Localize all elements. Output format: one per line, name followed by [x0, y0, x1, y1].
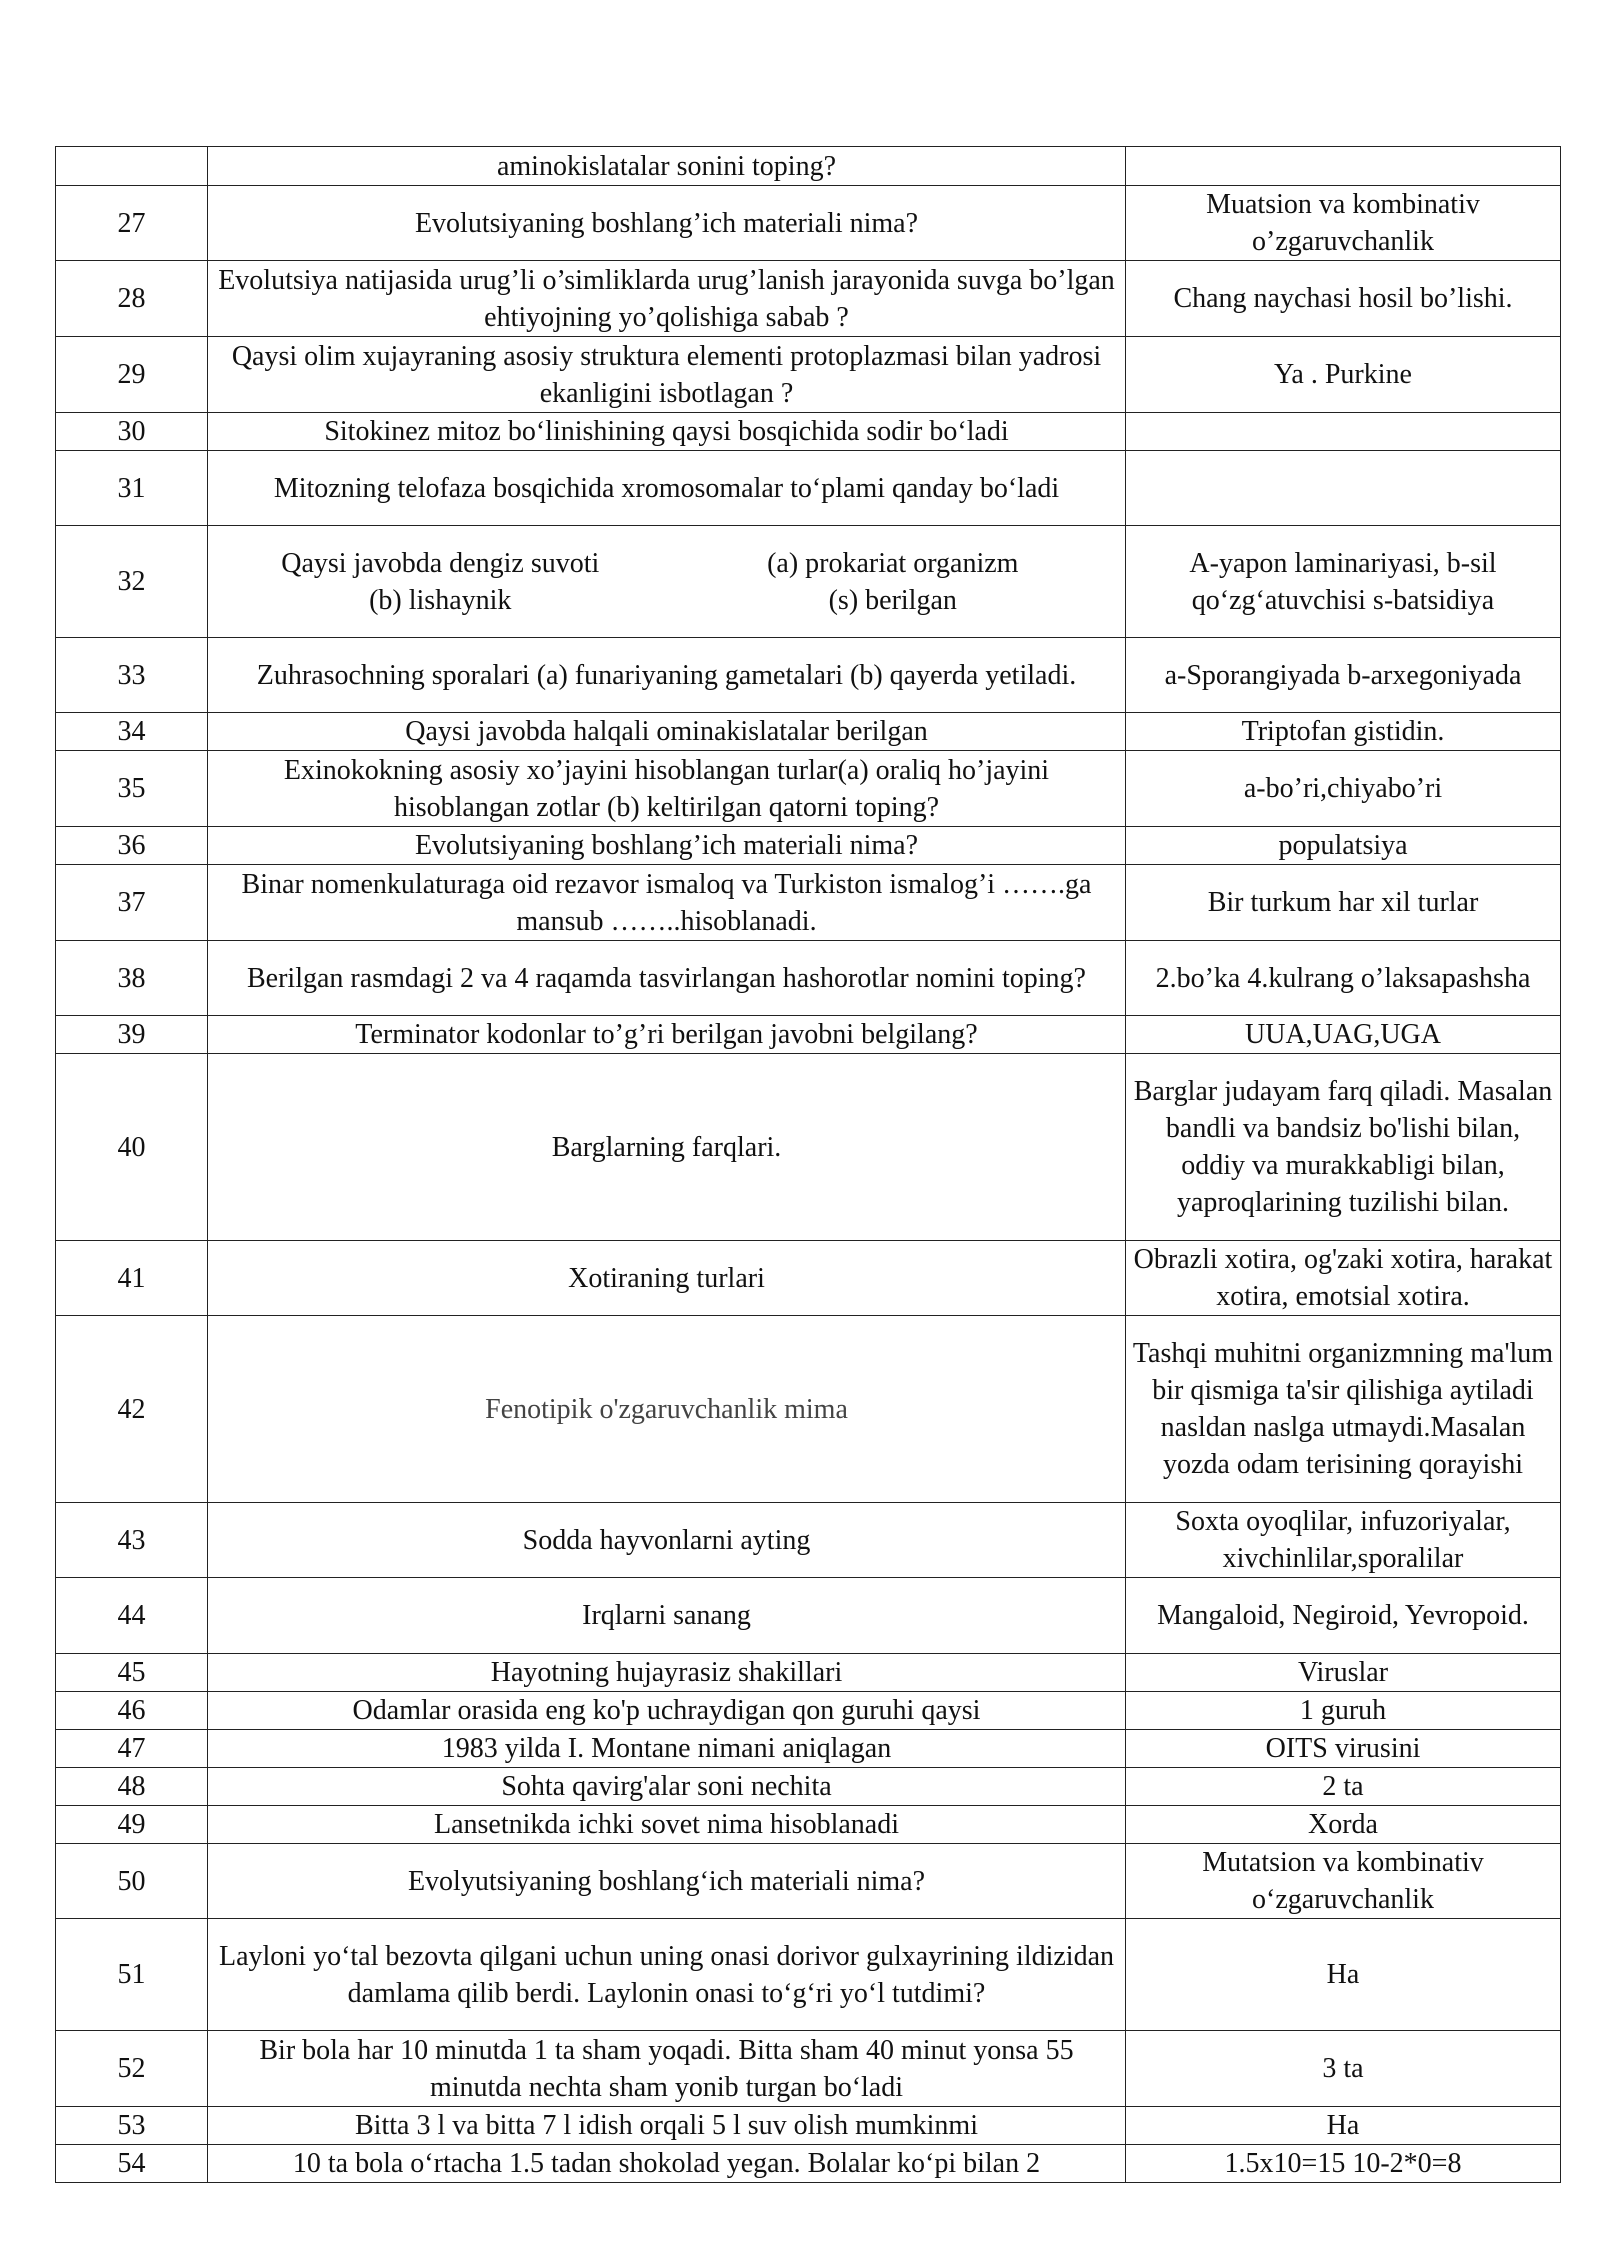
- table-row: [56, 147, 1561, 186]
- question-split: [214, 545, 1119, 619]
- table-row: [56, 1806, 1561, 1844]
- question-text: Bitta 3 l va bitta 7 l idish orqali 5 l suv olish mumkinmi: [208, 2107, 1126, 2145]
- question-text: Bir bola har 10 minutda 1 ta sham yoqadi. Bitta sham 40 minut yonsa 55 minutda nechta sham yonib turgan bo‘ladi: [208, 2031, 1126, 2107]
- question-text: Binar nomenkulaturaga oid rezavor ismaloq va Turkiston ismalog’i …….ga mansub ……..hisoblanadi.: [208, 865, 1126, 941]
- question-number: 49: [56, 1806, 208, 1844]
- question-number: 36: [56, 827, 208, 865]
- answer-text: A-yapon laminariyasi, b-sil qo‘zg‘atuvchisi s-batsidiya: [1126, 526, 1561, 638]
- answer-text: Ha: [1126, 1919, 1561, 2031]
- question-number: 46: [56, 1692, 208, 1730]
- question-text: Evolutsiyaning boshlang’ich materiali nima?: [208, 186, 1126, 261]
- answer-text: Chang naychasi hosil bo’lishi.: [1126, 261, 1561, 337]
- answer-text: Bir turkum har xil turlar: [1126, 865, 1561, 941]
- answer-text: Soxta oyoqlilar, infuzoriyalar, xivchinlilar,sporalilar: [1126, 1503, 1561, 1578]
- answer-text: Ha: [1126, 2107, 1561, 2145]
- question-text: Lansetnikda ichki sovet nima hisoblanadi: [208, 1806, 1126, 1844]
- question-number: 28: [56, 261, 208, 337]
- table-row: [56, 827, 1561, 865]
- question-number: 29: [56, 337, 208, 413]
- answer-text: UUA,UAG,UGA: [1126, 1016, 1561, 1054]
- answer-text: Barglar judayam farq qiladi. Masalan bandli va bandsiz bo'lishi bilan, oddiy va murakkabligi bilan, yaproqlarining tuzilishi bilan.: [1126, 1054, 1561, 1241]
- table-row: [56, 2031, 1561, 2107]
- question-number: 47: [56, 1730, 208, 1768]
- answer-text: Mutatsion va kombinativ o‘zgaruvchanlik: [1126, 1844, 1561, 1919]
- table-row: [56, 1654, 1561, 1692]
- question-number: 37: [56, 865, 208, 941]
- table-row: [56, 1919, 1561, 2031]
- table-row: [56, 941, 1561, 1016]
- question-number: 41: [56, 1241, 208, 1316]
- question-number: 54: [56, 2145, 208, 2183]
- question-fragment: (b) lishaynik: [369, 584, 512, 616]
- question-text: Qaysi javobda halqali ominakislatalar berilgan: [208, 713, 1126, 751]
- answer-text: Obrazli xotira, og'zaki xotira, harakat xotira, emotsial xotira.: [1126, 1241, 1561, 1316]
- table-row: [56, 451, 1561, 526]
- table-row: [56, 1844, 1561, 1919]
- question-text: Zuhrasochning sporalari (a) funariyaning gametalari (b) qayerda yetiladi.: [208, 638, 1126, 713]
- answer-text: 1 guruh: [1126, 1692, 1561, 1730]
- table-row: [56, 1692, 1561, 1730]
- table-row: [56, 186, 1561, 261]
- question-text: Sitokinez mitoz bo‘linishining qaysi bosqichida sodir bo‘ladi: [208, 413, 1126, 451]
- question-text: Exinokokning asosiy xo’jayini hisoblangan turlar(a) oraliq ho’jayini hisoblangan zotlar (b) keltirilgan qatorni toping?: [208, 751, 1126, 827]
- answer-text: Triptofan gistidin.: [1126, 713, 1561, 751]
- question-fragment: (a) prokariat organizm: [767, 547, 1019, 579]
- question-text: Mitozning telofaza bosqichida xromosomalar to‘plami qanday bo‘ladi: [208, 451, 1126, 526]
- table-row: [56, 1730, 1561, 1768]
- table-row: [56, 1768, 1561, 1806]
- table-row: [56, 2107, 1561, 2145]
- question-text: Odamlar orasida eng ko'p uchraydigan qon guruhi qaysi: [208, 1692, 1126, 1730]
- question-fragment: (s) berilgan: [828, 584, 957, 616]
- question-number: 44: [56, 1578, 208, 1654]
- table-row: [56, 713, 1561, 751]
- question-text: Fenotipik o'zgaruvchanlik mima: [208, 1316, 1126, 1503]
- answer-text: populatsiya: [1126, 827, 1561, 865]
- answer-text: Tashqi muhitni organizmning ma'lum bir qismiga ta'sir qilishiga aytiladi nasldan naslga utmaydi.Masalan yozda odam terisining qorayishi: [1126, 1316, 1561, 1503]
- question-text: 10 ta bola o‘rtacha 1.5 tadan shokolad yegan. Bolalar ko‘pi bilan 2: [208, 2145, 1126, 2183]
- question-number: 48: [56, 1768, 208, 1806]
- answer-text: Xorda: [1126, 1806, 1561, 1844]
- table-row: [56, 751, 1561, 827]
- answer-text: OITS virusini: [1126, 1730, 1561, 1768]
- question-text: Layloni yo‘tal bezovta qilgani uchun uning onasi dorivor gulxayrining ildizidan damlama qilib berdi. Laylonin onasi to‘g‘ri yo‘l tutdimi?: [208, 1919, 1126, 2031]
- question-text: Berilgan rasmdagi 2 va 4 raqamda tasvirlangan hashorotlar nomini toping?: [208, 941, 1126, 1016]
- question-number: 39: [56, 1016, 208, 1054]
- answer-text: a-bo’ri,chiyabo’ri: [1126, 751, 1561, 827]
- answer-text: Mangaloid, Negiroid, Yevropoid.: [1126, 1578, 1561, 1654]
- table-row: [56, 1578, 1561, 1654]
- question-text: Sodda hayvonlarni ayting: [208, 1503, 1126, 1578]
- table-row: [56, 1503, 1561, 1578]
- answer-text: [1126, 147, 1561, 186]
- table-row: [56, 638, 1561, 713]
- question-number: 51: [56, 1919, 208, 2031]
- table-row: [56, 865, 1561, 941]
- question-number: 52: [56, 2031, 208, 2107]
- question-number: 40: [56, 1054, 208, 1241]
- question-number: 38: [56, 941, 208, 1016]
- question-number: 30: [56, 413, 208, 451]
- table-row: [56, 1054, 1561, 1241]
- question-fragment: Qaysi javobda dengiz suvoti: [281, 547, 600, 579]
- question-number: 31: [56, 451, 208, 526]
- question-text: Hayotning hujayrasiz shakillari: [208, 1654, 1126, 1692]
- question-text: Sohta qavirg'alar soni nechita: [208, 1768, 1126, 1806]
- question-number: 45: [56, 1654, 208, 1692]
- question-text: Evolutsiya natijasida urug’li o’simliklarda urug’lanish jarayonida suvga bo’lgan ehtiyojning yo’qolishiga sabab ?: [208, 261, 1126, 337]
- answer-text: 2.bo’ka 4.kulrang o’laksapashsha: [1126, 941, 1561, 1016]
- question-number: 53: [56, 2107, 208, 2145]
- answer-text: Viruslar: [1126, 1654, 1561, 1692]
- table-row: [56, 1016, 1561, 1054]
- answer-text: 2 ta: [1126, 1768, 1561, 1806]
- question-text: Irqlarni sanang: [208, 1578, 1126, 1654]
- question-text: Terminator kodonlar to’g’ri berilgan javobni belgilang?: [208, 1016, 1126, 1054]
- answer-text: Muatsion va kombinativ o’zgaruvchanlik: [1126, 186, 1561, 261]
- table-row: [56, 1316, 1561, 1503]
- question-text: Xotiraning turlari: [208, 1241, 1126, 1316]
- table-row: [56, 413, 1561, 451]
- question-text: Qaysi olim xujayraning asosiy struktura elementi protoplazmasi bilan yadrosi ekanligini isbotlagan ?: [208, 337, 1126, 413]
- question-number: 43: [56, 1503, 208, 1578]
- answer-text: 3 ta: [1126, 2031, 1561, 2107]
- table-row: [56, 2145, 1561, 2183]
- table-row: [56, 261, 1561, 337]
- answer-text: [1126, 413, 1561, 451]
- question-number: 35: [56, 751, 208, 827]
- question-number: 32: [56, 526, 208, 638]
- question-text: Evolyutsiyaning boshlang‘ich materiali nima?: [208, 1844, 1126, 1919]
- answer-text: 1.5x10=15 10-2*0=8: [1126, 2145, 1561, 2183]
- answer-text: a-Sporangiyada b-arxegoniyada: [1126, 638, 1561, 713]
- question-number: [56, 147, 208, 186]
- table-row: [56, 526, 1561, 638]
- question-number: 34: [56, 713, 208, 751]
- question-text: [208, 526, 1126, 638]
- answer-text: Ya . Purkine: [1126, 337, 1561, 413]
- answer-text: [1126, 451, 1561, 526]
- answers-table: [55, 146, 1561, 2183]
- question-text: Evolutsiyaning boshlang’ich materiali nima?: [208, 827, 1126, 865]
- table-row: [56, 337, 1561, 413]
- question-number: 50: [56, 1844, 208, 1919]
- question-text: Barglarning farqlari.: [208, 1054, 1126, 1241]
- question-text: 1983 yilda I. Montane nimani aniqlagan: [208, 1730, 1126, 1768]
- question-text: aminokislatalar sonini toping?: [208, 147, 1126, 186]
- question-number: 42: [56, 1316, 208, 1503]
- question-number: 27: [56, 186, 208, 261]
- question-number: 33: [56, 638, 208, 713]
- table-row: [56, 1241, 1561, 1316]
